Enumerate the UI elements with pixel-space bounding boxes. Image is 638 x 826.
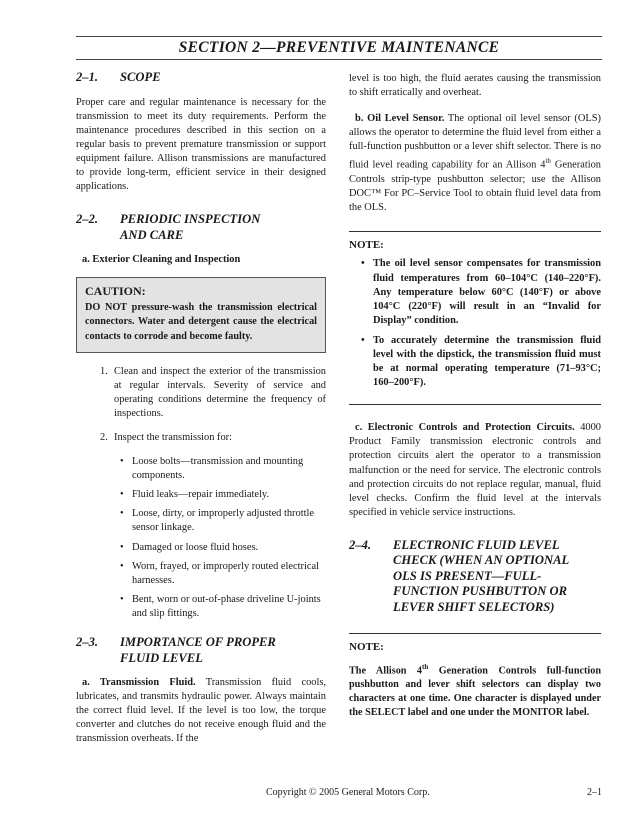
- note-text-part: Generation Controls full-function pushbutton and lever shift selectors can display two characters at one time. One character is displayed under the SELECT label and one under the MONITOR label.: [349, 664, 601, 719]
- bullet-text: Damaged or loose fluid hoses.: [132, 541, 259, 553]
- heading-2-3: [76, 635, 326, 666]
- inspection-steps: [100, 365, 326, 445]
- paragraph-text: Transmission fluid cools, lubricates, and transmits hydraulic power. Always maintain the correct fluid level. If the level is too low, the torque converter and clutches do not receive enough fluid and the transmission overheats. If the: [76, 677, 326, 745]
- paragraph-label: a. Transmission Fluid.: [82, 677, 196, 689]
- electronic-controls-paragraph: [349, 421, 601, 520]
- heading-line: OLS IS PRESENT—FULL-: [393, 568, 542, 583]
- heading-2-1: [76, 70, 326, 86]
- note-box: [349, 231, 601, 405]
- heading-line: AND CARE: [120, 227, 184, 242]
- paragraph-text: Generation Controls strip-type pushbutton selector; use the Allison DOC™ For PC–Service Tool to obtain fluid level data from the OLS.: [349, 159, 601, 214]
- step-number: 2.: [100, 432, 108, 443]
- list-item: [120, 593, 326, 621]
- heading-line: LEVER SHIFT SELECTORS): [393, 599, 555, 614]
- bullet-text: Loose, dirty, or improperly adjusted throttle sensor linkage.: [132, 508, 314, 534]
- note-list: [361, 257, 601, 390]
- bullet-icon: •: [361, 334, 365, 346]
- transmission-fluid-paragraph: [76, 676, 326, 746]
- bullet-text: Loose bolts—transmission and mounting components.: [132, 456, 304, 482]
- step-text: Clean and inspect the exterior of the transmission at regular intervals. Severity of service and operating conditions determine the frequency of inspections.: [114, 365, 326, 419]
- list-item: [120, 455, 326, 483]
- list-item: [120, 541, 326, 555]
- note-box: [349, 633, 601, 720]
- inspection-bullets: [120, 455, 326, 621]
- bullet-text: Worn, frayed, or improperly routed electrical harnesses.: [132, 560, 319, 586]
- heading-number: 2–2.: [76, 212, 99, 227]
- list-item: [361, 334, 601, 390]
- list-item: [120, 488, 326, 502]
- heading-2-4: [349, 538, 601, 616]
- paragraph-text: 4000 Product Family transmission electronic controls and protection circuits alert the operator to a transmission malfunction or the need for service. The electronic controls and protection circuits do not replace regular, manual, fluid level checks. Confirm the fluid level at the intervals specified in vehicle service instructions.: [349, 422, 601, 518]
- bullet-icon: •: [120, 560, 124, 572]
- bullet-icon: •: [361, 258, 365, 270]
- left-column: [76, 70, 326, 747]
- bullet-icon: •: [120, 593, 124, 605]
- bullet-text: Bent, worn or out-of-phase driveline U-joints and slip fittings.: [132, 593, 321, 619]
- copyright: Copyright © 2005 General Motors Corp.: [266, 787, 430, 798]
- note-title: NOTE:: [349, 641, 384, 654]
- heading-line: PERIODIC INSPECTION: [120, 212, 261, 227]
- note-title: NOTE:: [349, 239, 384, 252]
- heading-2-2: [76, 212, 326, 243]
- heading-title: [120, 212, 326, 243]
- heading-line: CHECK (WHEN AN OPTIONAL: [393, 553, 570, 568]
- paragraph-label: c. Electronic Controls and Protection Circuits.: [355, 422, 575, 434]
- caution-title: CAUTION:: [85, 284, 146, 299]
- step-text: Inspect the transmission for:: [114, 432, 233, 443]
- note-text: The oil level sensor compensates for transmission fluid temperatures from 60–104°C (140–220°F). Any temperature below 60°C (140°F) or above 104°C (220°F) will result in an “Invalid for Display” condition.: [373, 258, 601, 326]
- list-item: [100, 365, 326, 421]
- superscript: th: [545, 157, 551, 166]
- paragraph-label: b. Oil Level Sensor.: [355, 113, 445, 125]
- heading-line: FLUID LEVEL: [120, 650, 203, 665]
- superscript: th: [422, 662, 429, 671]
- heading-title: [120, 635, 326, 666]
- step-number: 1.: [100, 365, 108, 377]
- oil-level-sensor-paragraph: [349, 112, 601, 215]
- bullet-icon: •: [120, 508, 124, 520]
- caution-box: [76, 277, 326, 352]
- heading-title: SCOPE: [120, 70, 161, 84]
- note-text: [349, 660, 601, 721]
- section-title: SECTION 2—PREVENTIVE MAINTENANCE: [76, 36, 602, 60]
- bullet-icon: •: [120, 456, 124, 468]
- heading-line: FUNCTION PUSHBUTTON OR: [393, 584, 567, 599]
- bullet-icon: •: [120, 489, 124, 501]
- heading-number: 2–4.: [349, 537, 372, 552]
- note-text: To accurately determine the transmission fluid level with the dipstick, the transmission fluid must be at normal operating temperature (71–93°C; 160–200°F).: [373, 334, 601, 389]
- list-item: [100, 431, 326, 445]
- note-text-part: The Allison 4: [349, 664, 423, 676]
- caution-text: DO NOT pressure-wash the transmission electrical connectors. Water and detergent cause the electrical contacts to corrode and become faulty.: [85, 302, 317, 342]
- bullet-text: Fluid leaks—repair immediately.: [132, 489, 269, 501]
- heading-number: 2–3.: [76, 635, 99, 650]
- list-item: [361, 257, 601, 327]
- scope-paragraph: Proper care and regular maintenance is necessary for the transmission to meet its duty requirements. Perform the maintenance procedures described in this section on a regular basis to prevent premature transmission or support equipment failure. Allison transmissions are manufactured to provide long-term, efficient service in their designed applications.: [76, 96, 326, 193]
- heading-title: [393, 538, 601, 616]
- heading-line: ELECTRONIC FLUID LEVEL: [393, 537, 560, 552]
- paragraph-text: The optional oil level sensor (OLS) allows the operator to determine the fluid level from either a full-function pushbutton or a lever shift selector. There is no fluid level reading capability for an Allison 4: [349, 113, 601, 171]
- bullet-icon: •: [120, 541, 124, 553]
- list-item: [120, 560, 326, 588]
- heading-line: IMPORTANCE OF PROPER: [120, 635, 276, 650]
- list-item: [120, 507, 326, 535]
- heading-number: 2–1.: [76, 70, 99, 84]
- right-column: [349, 72, 601, 720]
- subheading-exterior-cleaning: a. Exterior Cleaning and Inspection: [82, 254, 241, 266]
- page-number: 2–1: [587, 787, 602, 798]
- transmission-fluid-continued: level is too high, the fluid aerates causing the transmission to shift erratically and overheat.: [349, 73, 601, 99]
